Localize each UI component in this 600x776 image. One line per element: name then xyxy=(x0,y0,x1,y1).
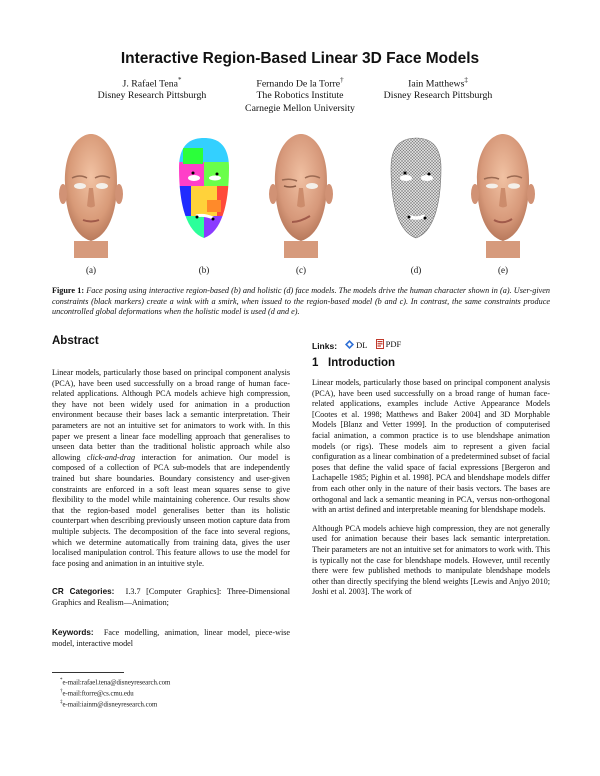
face-image-d xyxy=(375,128,457,275)
region-mask-render xyxy=(163,128,245,258)
face-image-e xyxy=(462,128,544,275)
keywords xyxy=(52,628,290,649)
keywords-text: Face modelling, animation, linear model, piece-wise model, interactive model xyxy=(52,628,290,648)
figure-label: (e) xyxy=(498,265,508,275)
footnote-mark: ‡ xyxy=(60,700,63,706)
intro-paragraph-2: Although PCA models achieve high compression, they are not generally used for animation because their bases lack semantic interpretation. Their parameters are not an intuitive set for animators to work with. This is typically not the case for blendshape models. However, until recently there were few published methods to manipulate blendshape models other than directly specifying the blend weights [Lewis and Anjyo 2010; Joshi et al. 2003]. The work of xyxy=(312,523,550,597)
dl-link-text: DL xyxy=(356,339,368,350)
figure-label: (a) xyxy=(86,265,96,275)
dl-icon xyxy=(345,340,354,349)
author-mark: † xyxy=(340,76,344,84)
section-number: 1 xyxy=(312,357,319,369)
mesh-render xyxy=(375,128,457,258)
pdf-icon xyxy=(376,339,384,349)
caption-text: Face posing using interactive region-based (b) and holistic (d) face models. The models drive the human character shown in (a). User-given constraints (black markers) create a wink with a smirk, when issued to the region-based model (b and c). In contrast, the same constraints produce uncontrolled global deformations when the holistic model is used (d and e). xyxy=(52,286,551,317)
abstract-heading: Abstract xyxy=(52,335,99,347)
footnote-text[interactable]: e-mail:rafael.tena@disneyresearch.com xyxy=(62,679,171,687)
author-mark: * xyxy=(177,76,182,84)
author-3 xyxy=(348,74,528,103)
face-image-a xyxy=(50,128,132,275)
author-mark: ‡ xyxy=(464,76,468,84)
face-image-c xyxy=(260,128,342,275)
author-affiliation: Disney Research Pittsburgh xyxy=(97,90,207,102)
author-name: Iain Matthews xyxy=(408,78,465,90)
footnote-text[interactable]: e-mail:ftorre@cs.cmu.edu xyxy=(62,690,134,698)
introduction-heading xyxy=(312,357,395,369)
dl-link[interactable] xyxy=(345,340,367,350)
abstract-text: interaction for animation. Our model is composed of a collection of PCA sub-models that are independently trained but share boundaries. Boundary consistency and user-given constraints are enforced in a soft least mean squares sense to give flexibility to the model while maintaining coherence. Our results show that the region-based model generalises better than its holistic counterpart when describing previously unseen motion capture data from multiple subjects. The decomposition of the face into several regions, which we determine automatically from training data, gives the user localised manipulation control. This feature allows to use the model for face posing and animation in an intuitive style. xyxy=(52,452,290,568)
author-name: Fernando De la Torre xyxy=(256,78,341,90)
face-render xyxy=(462,128,544,258)
links-row xyxy=(312,339,401,351)
keywords-label: Keywords: xyxy=(52,628,94,637)
paper-title: Interactive Region-Based Linear 3D Face Models xyxy=(120,50,480,67)
face-render xyxy=(260,128,342,258)
pdf-link-text: PDF xyxy=(385,339,402,349)
footnote-mark: † xyxy=(60,689,63,695)
figure-caption xyxy=(52,286,550,318)
abstract-text: Linear models, particularly those based on principal component analysis (PCA), have been used successfully on a broad range of human face-related applications. Although PCA models achieve high compression, they have not been widely used for animation in a production environment because their bases lack a semantic interpretation. Their parameters are not an intuitive set for animators to work with. In this paper we present a linear face modelling approach that generalises to unseen data better than the traditional holistic approach while also allowing xyxy=(52,368,290,462)
figure-1 xyxy=(50,128,550,278)
footnote-item xyxy=(60,688,170,699)
face-render xyxy=(50,128,132,258)
cr-categories-label: CR Categories: xyxy=(52,587,115,596)
footnote-divider xyxy=(52,672,124,673)
footnotes xyxy=(60,677,170,711)
figure-label: (c) xyxy=(296,265,306,275)
abstract-body xyxy=(52,368,290,569)
figure-label: (b) xyxy=(198,265,210,275)
footnote-text[interactable]: e-mail:iainm@disneyresearch.com xyxy=(62,701,158,709)
author-affiliation: The Robotics Institute xyxy=(256,90,344,102)
footnote-item xyxy=(60,677,170,688)
face-image-b xyxy=(163,128,245,275)
footnote-item xyxy=(60,699,170,710)
footnote-mark: * xyxy=(60,678,63,683)
author-affiliation: Carnegie Mellon University xyxy=(245,102,355,114)
pdf-link[interactable] xyxy=(376,339,402,349)
section-title: Introduction xyxy=(328,357,396,369)
introduction-body xyxy=(312,378,550,598)
cr-categories xyxy=(52,587,290,608)
author-name: J. Rafael Tena xyxy=(122,78,178,90)
figure-label: (d) xyxy=(410,265,422,275)
cr-categories-text: I.3.7 [Computer Graphics]: Three-Dimensional Graphics and Realism—Animation; xyxy=(52,587,290,607)
author-affiliation: Disney Research Pittsburgh xyxy=(383,90,493,102)
caption-label: Figure 1: xyxy=(52,286,85,295)
links-label: Links: xyxy=(312,341,338,351)
abstract-emphasis: click-and-drag xyxy=(86,452,136,462)
intro-paragraph-1: Linear models, particularly those based on principal component analysis (PCA), have been used successfully on a broad range of human face-related applications, examples include Active Appearance Models [Cootes et al. 1998; Matthews and Baker 2004] and 3D Morphable Models [Blanz and Vetter 1999]. In the production of computerised facial animation, a common practice is to use blendshape animation models (or rigs). These models aim to represent a given facial configuration as a linear combination of a predetermined subset of facial poses that define the valid space of facial expressions [Bergeron and Lachapelle 1985; Pighin et al. 1998]. PCA and blendshape models differ from each other only in the nature of their basis vectors. The bases are orthogonal and lack a semantic meaning in PCA, versus non-orthogonal with an artist defined and interpretable meaning for blendshape models. xyxy=(312,378,550,515)
